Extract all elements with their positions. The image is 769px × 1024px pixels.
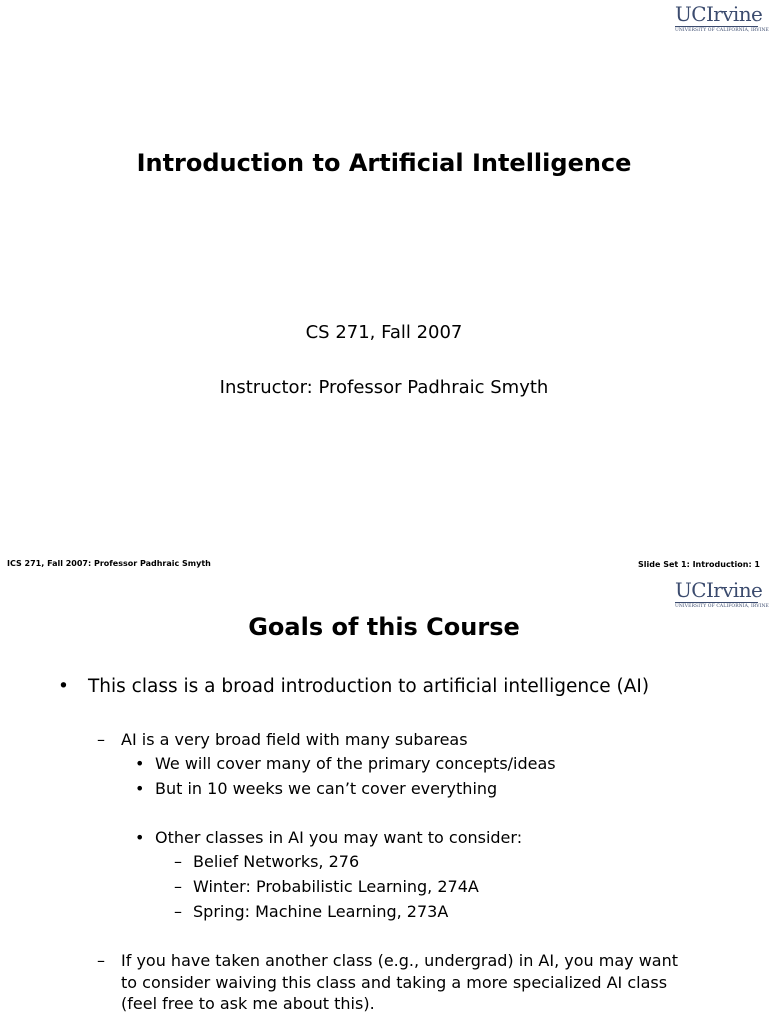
list-item [174,901,734,923]
logo-wordmark: UCIrvine [675,2,763,26]
bullet-marker: • [135,828,145,847]
list-item-text: Belief Networks, 276 [193,852,360,871]
footer-slide-number: Slide Set 1: Introduction: 1 [638,560,760,569]
instructor-line: Instructor: Professor Padhraic Smyth [219,377,549,398]
list-item [174,876,734,898]
list-item-text: But in 10 weeks we can’t cover everything [155,779,498,798]
dash-marker: – [174,877,182,896]
bullet-marker: • [135,754,145,773]
logo-subtitle: UNIVERSITY OF CALIFORNIA, IRVINE [675,604,769,609]
ucirvine-logo [675,2,769,34]
list-item-text: Spring: Machine Learning, 273A [193,902,449,921]
list-item [58,676,738,700]
logo-subtitle: UNIVERSITY OF CALIFORNIA, IRVINE [675,28,769,33]
list-item-text: We will cover many of the primary concepts/ideas [155,754,556,773]
course-line: CS 271, Fall 2007 [305,322,463,343]
slide-title: Goals of this Course [248,613,520,641]
bullet-marker: • [135,779,145,798]
list-item-text: Other classes in AI you may want to consider: [155,828,523,847]
list-item-text: If you have taken another class (e.g., undergrad) in AI, you may want to consider waiving this class and taking a more specialized AI class (feel free to ask me about this). [121,951,678,1013]
dash-marker: – [174,852,182,871]
list-item [135,827,735,849]
list-item-text: This class is a broad introduction to artificial intelligence (AI) [88,676,650,697]
dash-marker: – [174,902,182,921]
ucirvine-logo [675,578,769,610]
dash-marker: – [97,951,105,970]
list-item [97,729,697,751]
list-item-text: Winter: Probabilistic Learning, 274A [193,877,479,896]
list-item [135,778,735,800]
list-item [135,753,735,775]
dash-marker: – [97,730,105,749]
footer-course: ICS 271, Fall 2007: Professor Padhraic Smyth [7,559,211,568]
list-item-text: AI is a very broad field with many subareas [121,730,468,749]
bullet-marker: • [58,676,69,697]
slide-title: Introduction to Artificial Intelligence [136,149,632,177]
list-item [97,950,697,1016]
list-item [174,851,734,873]
logo-wordmark: UCIrvine [675,578,763,602]
goals-slide [0,579,768,1024]
